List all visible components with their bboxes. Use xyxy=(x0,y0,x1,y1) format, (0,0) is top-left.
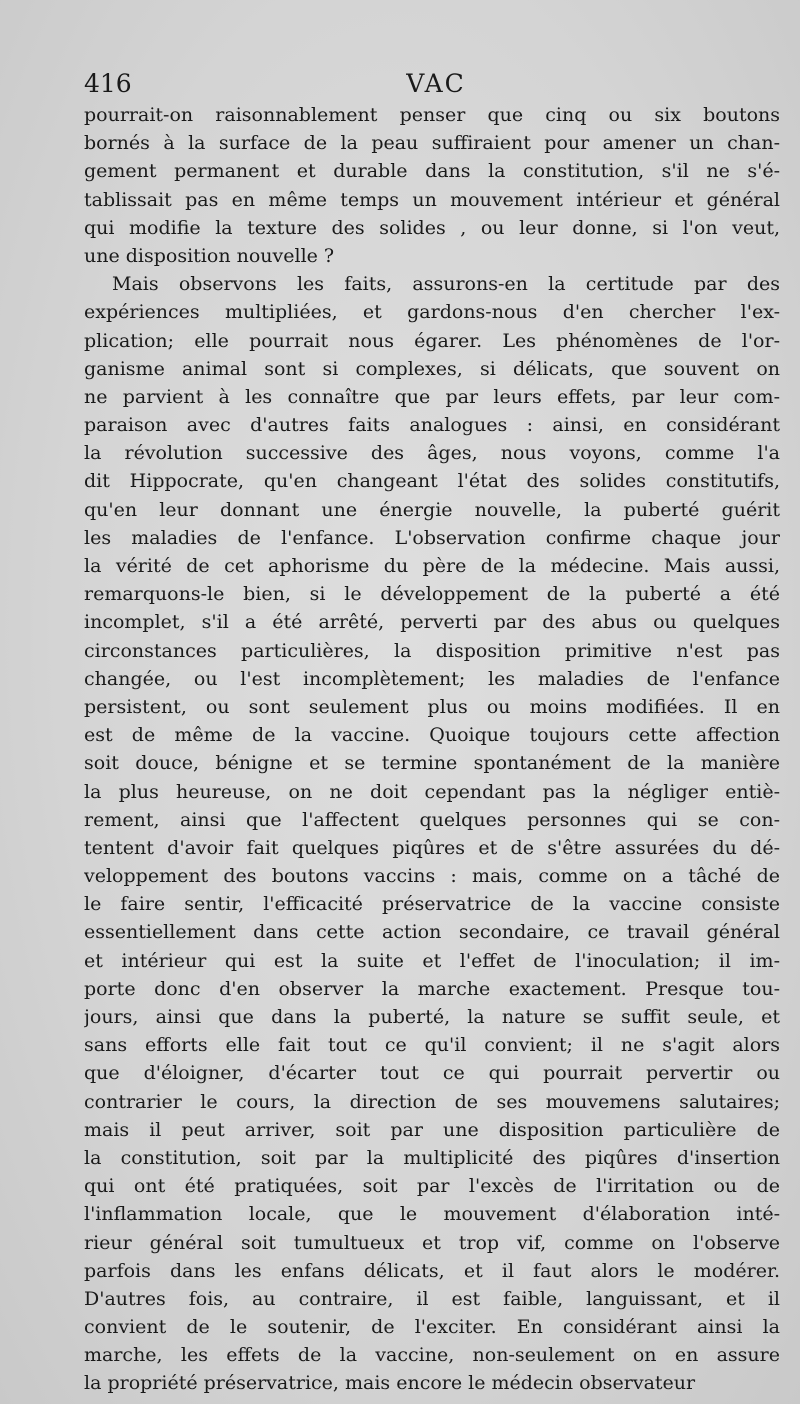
text-line: rieur général soit tumultueux et trop vif, comme on l'observe xyxy=(84,1231,780,1254)
text-line: tentent d'avoir fait quelques piqûres et de s'être assurées du dé- xyxy=(84,836,780,859)
text-line: gement permanent et durable dans la constitution, s'il ne s'é- xyxy=(84,160,780,183)
text-line: Mais observons les faits, assurons-en la certitude par des xyxy=(112,273,780,296)
text-line: expériences multipliées, et gardons-nous d'en chercher l'ex- xyxy=(84,301,780,324)
text-line: la révolution successive des âges, nous voyons, comme l'a xyxy=(84,442,780,465)
text-line: et intérieur qui est la suite et l'effet de l'inoculation; il im- xyxy=(84,949,780,972)
text-line: paraison avec d'autres faits analogues : ainsi, en considérant xyxy=(84,414,780,437)
text-line: ganisme animal sont si complexes, si délicats, que souvent on xyxy=(84,357,780,380)
text-line: plication; elle pourrait nous égarer. Les phénomènes de l'or- xyxy=(84,329,780,352)
text-line: soit douce, bénigne et se termine spontanément de la manière xyxy=(84,752,780,775)
text-line: sans efforts elle fait tout ce qu'il convient; il ne s'agit alors xyxy=(84,1034,780,1057)
text-line: porte donc d'en observer la marche exactement. Presque tou- xyxy=(84,977,780,1000)
text-line: mais il peut arriver, soit par une disposition particulière de xyxy=(84,1118,780,1141)
text-line: pourrait-on raisonnablement penser que cinq ou six boutons xyxy=(84,104,780,126)
text-line: la propriété préservatrice, mais encore le médecin observateur xyxy=(84,1372,696,1395)
text-line: incomplet, s'il a été arrêté, perverti par des abus ou quelques xyxy=(84,611,780,634)
text-line: persistent, ou sont seulement plus ou moins modifiées. Il en xyxy=(84,695,780,718)
text-line: essentiellement dans cette action secondaire, ce travail général xyxy=(84,921,780,944)
page-number: 416 xyxy=(84,69,132,98)
text-line: l'inflammation locale, que le mouvement d'élaboration inté- xyxy=(84,1203,780,1226)
body-text xyxy=(84,101,780,1398)
text-line: parfois dans les enfans délicats, et il faut alors le modérer. xyxy=(84,1259,780,1282)
text-line: convient de le soutenir, de l'exciter. En considérant ainsi la xyxy=(84,1316,780,1339)
text-line: tablissait pas en même temps un mouvement intérieur et général xyxy=(84,188,780,211)
text-line: une disposition nouvelle ? xyxy=(84,244,335,267)
text-line: les maladies de l'enfance. L'observation confirme chaque jour xyxy=(84,526,780,549)
text-line: remarquons-le bien, si le développement de la puberté a été xyxy=(84,583,780,606)
text-line: qui modifie la texture des solides , ou leur donne, si l'on veut, xyxy=(84,216,780,239)
text-line: bornés à la surface de la peau suffiraient pour amener un chan- xyxy=(84,132,780,155)
text-line: dit Hippocrate, qu'en changeant l'état des solides constitutifs, xyxy=(84,470,780,493)
text-line: ne parvient à les connaître que par leurs effets, par leur com- xyxy=(84,385,780,408)
text-line: est de même de la vaccine. Quoique toujours cette affection xyxy=(84,724,780,747)
text-line: jours, ainsi que dans la puberté, la nature se suffit seule, et xyxy=(84,1006,780,1028)
running-head xyxy=(84,66,780,102)
running-title: VAC xyxy=(406,69,466,98)
text-line: qu'en leur donnant une énergie nouvelle, la puberté guérit xyxy=(84,498,780,521)
text-line: qui ont été pratiquées, soit par l'excès de l'irritation ou de xyxy=(84,1175,780,1198)
paragraph xyxy=(84,101,780,270)
text-line: que d'éloigner, d'écarter tout ce qui pourrait pervertir ou xyxy=(84,1062,780,1085)
text-line: la vérité de cet aphorisme du père de la médecine. Mais aussi, xyxy=(84,555,780,577)
text-line: rement, ainsi que l'affectent quelques personnes qui se con- xyxy=(84,808,780,831)
text-line: circonstances particulières, la disposition primitive n'est pas xyxy=(84,639,780,662)
text-line: contrarier le cours, la direction de ses mouvemens salutaires; xyxy=(84,1090,780,1113)
text-line: changée, ou l'est incomplètement; les maladies de l'enfance xyxy=(84,667,780,690)
text-line: veloppement des boutons vaccins : mais, comme on a tâché de xyxy=(84,865,780,888)
text-line: la constitution, soit par la multiplicité des piqûres d'insertion xyxy=(84,1146,780,1169)
text-line: D'autres fois, au contraire, il est faible, languissant, et il xyxy=(84,1287,780,1310)
text-line: la plus heureuse, on ne doit cependant pas la négliger entiè- xyxy=(84,780,780,803)
paragraph xyxy=(84,270,780,1398)
text-line: le faire sentir, l'efficacité préservatrice de la vaccine consiste xyxy=(84,893,780,916)
text-line: marche, les effets de la vaccine, non-seulement on en assure xyxy=(84,1344,780,1367)
